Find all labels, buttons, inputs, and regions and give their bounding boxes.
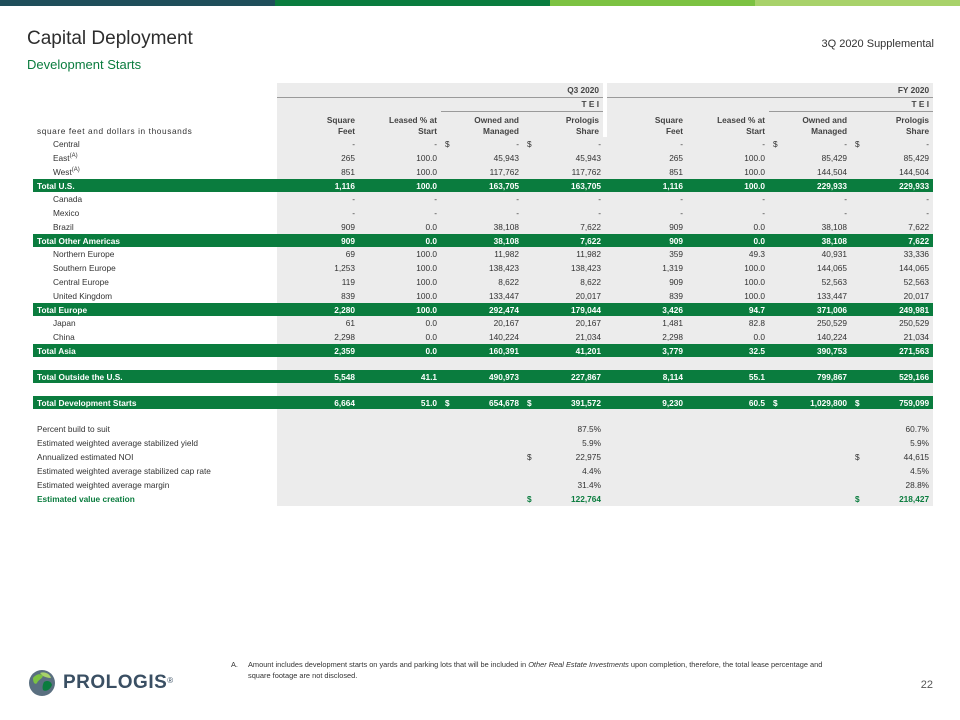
column-header-row bbox=[33, 111, 933, 137]
cell bbox=[359, 450, 441, 464]
cell bbox=[277, 422, 359, 436]
cell: 82.8 bbox=[687, 316, 769, 330]
cell bbox=[605, 450, 687, 464]
col-leased-q3: Leased % at Start bbox=[359, 111, 441, 137]
cell: 45,943 bbox=[523, 151, 605, 165]
table-row bbox=[33, 137, 933, 151]
page-title: Capital Deployment bbox=[27, 28, 193, 49]
spacer-row bbox=[33, 383, 933, 396]
cell: 0.0 bbox=[687, 330, 769, 344]
cell: 38,108 bbox=[769, 220, 851, 234]
cell: $ - bbox=[523, 137, 605, 151]
cell: $ 122,764 bbox=[523, 492, 605, 506]
cell bbox=[277, 436, 359, 450]
table-row bbox=[33, 261, 933, 275]
row-label: Total Development Starts bbox=[33, 396, 277, 409]
col-share-q3: Prologis Share bbox=[523, 111, 605, 137]
cell: 909 bbox=[277, 220, 359, 234]
prologis-globe-icon bbox=[27, 668, 57, 698]
cell: 4.5% bbox=[851, 464, 933, 478]
cell: $ 391,572 bbox=[523, 396, 605, 409]
cell: - bbox=[769, 206, 851, 220]
cell bbox=[441, 464, 523, 478]
cell: 38,108 bbox=[441, 220, 523, 234]
tei-label-fy: T E I bbox=[769, 97, 933, 111]
cell: - bbox=[687, 137, 769, 151]
unit-label: square feet and dollars in thousands bbox=[33, 111, 277, 137]
cell: 133,447 bbox=[441, 289, 523, 303]
cell: - bbox=[523, 206, 605, 220]
row-label: Central bbox=[53, 139, 80, 149]
footnote-text: Amount includes development starts on yards and parking lots that will be included in Other Real Estate Investments upon completion, therefore, the total lease percentage and square footage are not disclosed. bbox=[248, 660, 823, 680]
cell: 38,108 bbox=[769, 234, 851, 247]
cell: 40,931 bbox=[769, 247, 851, 261]
cell: $ 22,975 bbox=[523, 450, 605, 464]
cell: - bbox=[359, 206, 441, 220]
cell: 8,622 bbox=[523, 275, 605, 289]
cell: 38,108 bbox=[441, 234, 523, 247]
cell: 0.0 bbox=[687, 234, 769, 247]
cell: 55.1 bbox=[687, 370, 769, 383]
cell: 163,705 bbox=[523, 179, 605, 192]
cell: - bbox=[277, 137, 359, 151]
cell: 490,973 bbox=[441, 370, 523, 383]
cell: - bbox=[851, 192, 933, 206]
cell: 5,548 bbox=[277, 370, 359, 383]
cell bbox=[441, 450, 523, 464]
cell: 144,504 bbox=[851, 165, 933, 179]
row-label: Estimated weighted average stabilized yield bbox=[37, 438, 198, 448]
cell: 1,253 bbox=[277, 261, 359, 275]
cell: 100.0 bbox=[359, 289, 441, 303]
cell: - bbox=[359, 192, 441, 206]
cell bbox=[441, 422, 523, 436]
cell bbox=[687, 478, 769, 492]
cell: - bbox=[523, 192, 605, 206]
cell: 7,622 bbox=[523, 220, 605, 234]
cell bbox=[687, 492, 769, 506]
cell: 909 bbox=[605, 234, 687, 247]
cell: 60.5 bbox=[687, 396, 769, 409]
row-label: Japan bbox=[53, 318, 76, 328]
table-row bbox=[33, 206, 933, 220]
cell: 909 bbox=[277, 234, 359, 247]
cell: - bbox=[605, 192, 687, 206]
period-q3: Q3 2020 bbox=[277, 83, 605, 97]
cell: $ - bbox=[441, 137, 523, 151]
cell: 100.0 bbox=[359, 179, 441, 192]
cell: 20,017 bbox=[523, 289, 605, 303]
total-row bbox=[33, 396, 933, 409]
cell: 138,423 bbox=[441, 261, 523, 275]
cell: 0.0 bbox=[359, 234, 441, 247]
development-starts-table-wrap bbox=[33, 83, 933, 506]
cell: - bbox=[851, 206, 933, 220]
cell: 117,762 bbox=[441, 165, 523, 179]
cell: - bbox=[359, 137, 441, 151]
cell bbox=[605, 478, 687, 492]
cell: 100.0 bbox=[687, 151, 769, 165]
table-row bbox=[33, 165, 933, 179]
row-label: United Kingdom bbox=[53, 291, 113, 301]
cell bbox=[359, 492, 441, 506]
cell: $ 759,099 bbox=[851, 396, 933, 409]
cell: 265 bbox=[605, 151, 687, 165]
cell: 6,664 bbox=[277, 396, 359, 409]
cell: 41,201 bbox=[523, 344, 605, 357]
cell: 271,563 bbox=[851, 344, 933, 357]
row-label: Southern Europe bbox=[53, 263, 116, 273]
cell: 7,622 bbox=[523, 234, 605, 247]
cell: $ 654,678 bbox=[441, 396, 523, 409]
cell: 0.0 bbox=[359, 330, 441, 344]
tei-label-q3: T E I bbox=[441, 97, 605, 111]
cell: 52,563 bbox=[851, 275, 933, 289]
cell: - bbox=[441, 206, 523, 220]
cell: 100.0 bbox=[359, 275, 441, 289]
cell: 21,034 bbox=[523, 330, 605, 344]
table-row bbox=[33, 289, 933, 303]
cell: 8,114 bbox=[605, 370, 687, 383]
col-owned-fy: Owned and Managed bbox=[769, 111, 851, 137]
cell: 100.0 bbox=[687, 165, 769, 179]
row-label: Total Europe bbox=[33, 303, 277, 316]
tei-header-row bbox=[33, 97, 933, 111]
cell: 1,116 bbox=[605, 179, 687, 192]
cell: 69 bbox=[277, 247, 359, 261]
cell bbox=[441, 436, 523, 450]
cell: 529,166 bbox=[851, 370, 933, 383]
cell: 227,867 bbox=[523, 370, 605, 383]
cell bbox=[687, 422, 769, 436]
cell: 144,504 bbox=[769, 165, 851, 179]
prologis-logo bbox=[27, 668, 173, 698]
logo-wordmark: PROLOGIS bbox=[63, 672, 168, 693]
cell: - bbox=[769, 192, 851, 206]
cell: 5.9% bbox=[851, 436, 933, 450]
cell: 21,034 bbox=[851, 330, 933, 344]
table-row bbox=[33, 436, 933, 450]
total-row bbox=[33, 303, 933, 316]
cell: - bbox=[605, 206, 687, 220]
spacer-row bbox=[33, 357, 933, 370]
cell: 31.4% bbox=[523, 478, 605, 492]
cell bbox=[277, 478, 359, 492]
cell: 41.1 bbox=[359, 370, 441, 383]
row-label: Northern Europe bbox=[53, 249, 115, 259]
table-row bbox=[33, 450, 933, 464]
row-label: Central Europe bbox=[53, 277, 109, 287]
cell bbox=[769, 436, 851, 450]
row-label: Estimated weighted average margin bbox=[37, 480, 170, 490]
cell: 0.0 bbox=[359, 220, 441, 234]
total-row bbox=[33, 370, 933, 383]
cell: 2,359 bbox=[277, 344, 359, 357]
table-row bbox=[33, 247, 933, 261]
cell: $ 218,427 bbox=[851, 492, 933, 506]
cell: - bbox=[605, 137, 687, 151]
cell: 163,705 bbox=[441, 179, 523, 192]
cell: 100.0 bbox=[687, 289, 769, 303]
table-row bbox=[33, 275, 933, 289]
cell: $ - bbox=[851, 137, 933, 151]
row-label: Total Asia bbox=[33, 344, 277, 357]
cell: 229,933 bbox=[769, 179, 851, 192]
cell: $ 44,615 bbox=[851, 450, 933, 464]
cell: 117,762 bbox=[523, 165, 605, 179]
cell: 909 bbox=[605, 220, 687, 234]
cell: - bbox=[687, 192, 769, 206]
cell: 265 bbox=[277, 151, 359, 165]
cell bbox=[359, 436, 441, 450]
cell: 249,981 bbox=[851, 303, 933, 316]
cell: 32.5 bbox=[687, 344, 769, 357]
cell: 100.0 bbox=[359, 247, 441, 261]
table-row bbox=[33, 192, 933, 206]
cell: 909 bbox=[605, 275, 687, 289]
cell bbox=[769, 478, 851, 492]
row-label: Percent build to suit bbox=[37, 424, 110, 434]
cell: 4.4% bbox=[523, 464, 605, 478]
table-row bbox=[33, 330, 933, 344]
cell: 371,006 bbox=[769, 303, 851, 316]
cell: 138,423 bbox=[523, 261, 605, 275]
cell: 0.0 bbox=[687, 220, 769, 234]
cell bbox=[769, 464, 851, 478]
cell: 61 bbox=[277, 316, 359, 330]
cell: 5.9% bbox=[523, 436, 605, 450]
cell bbox=[441, 478, 523, 492]
table-row bbox=[33, 220, 933, 234]
cell: 160,391 bbox=[441, 344, 523, 357]
cell: 11,982 bbox=[441, 247, 523, 261]
cell: 839 bbox=[605, 289, 687, 303]
cell: 85,429 bbox=[851, 151, 933, 165]
cell: 140,224 bbox=[769, 330, 851, 344]
cell: 119 bbox=[277, 275, 359, 289]
row-label: Mexico bbox=[53, 208, 80, 218]
cell: 851 bbox=[277, 165, 359, 179]
cell: - bbox=[277, 192, 359, 206]
cell: 51.0 bbox=[359, 396, 441, 409]
row-label: Estimated value creation bbox=[37, 494, 135, 504]
cell: 100.0 bbox=[359, 303, 441, 316]
footnote bbox=[231, 659, 841, 681]
cell: 140,224 bbox=[441, 330, 523, 344]
cell bbox=[769, 422, 851, 436]
cell: 1,319 bbox=[605, 261, 687, 275]
col-leased-fy: Leased % at Start bbox=[687, 111, 769, 137]
cell bbox=[277, 492, 359, 506]
cell: 20,167 bbox=[441, 316, 523, 330]
col-owned-q3: Owned and Managed bbox=[441, 111, 523, 137]
row-label: Total Outside the U.S. bbox=[33, 370, 277, 383]
cell bbox=[687, 464, 769, 478]
period-fy: FY 2020 bbox=[605, 83, 933, 97]
cell: 8,622 bbox=[441, 275, 523, 289]
cell bbox=[687, 436, 769, 450]
cell: 100.0 bbox=[359, 165, 441, 179]
top-color-bar bbox=[0, 0, 960, 6]
row-label: Brazil bbox=[53, 222, 74, 232]
cell: 1,481 bbox=[605, 316, 687, 330]
cell: 250,529 bbox=[769, 316, 851, 330]
row-label: Canada bbox=[53, 194, 83, 204]
cell: 100.0 bbox=[359, 151, 441, 165]
cell: - bbox=[277, 206, 359, 220]
total-row bbox=[33, 344, 933, 357]
total-row bbox=[33, 179, 933, 192]
cell bbox=[359, 422, 441, 436]
cell: 0.0 bbox=[359, 316, 441, 330]
col-share-fy: Prologis Share bbox=[851, 111, 933, 137]
cell: 2,298 bbox=[277, 330, 359, 344]
cell bbox=[605, 436, 687, 450]
cell: 87.5% bbox=[523, 422, 605, 436]
row-label: West$^{(A)}$ bbox=[53, 167, 80, 177]
spacer-row bbox=[33, 409, 933, 422]
table-row bbox=[33, 316, 933, 330]
cell: 49.3 bbox=[687, 247, 769, 261]
cell: 100.0 bbox=[359, 261, 441, 275]
cell: - bbox=[687, 206, 769, 220]
cell: 851 bbox=[605, 165, 687, 179]
cell: 179,044 bbox=[523, 303, 605, 316]
row-label: China bbox=[53, 332, 75, 342]
cell bbox=[605, 422, 687, 436]
cell bbox=[441, 492, 523, 506]
logo-registered: ® bbox=[167, 676, 174, 685]
row-label: Total Other Americas bbox=[33, 234, 277, 247]
cell bbox=[277, 464, 359, 478]
cell: 100.0 bbox=[687, 261, 769, 275]
total-row bbox=[33, 234, 933, 247]
cell: 7,622 bbox=[851, 234, 933, 247]
cell: 3,426 bbox=[605, 303, 687, 316]
cell: 144,065 bbox=[769, 261, 851, 275]
period-header-row bbox=[33, 83, 933, 97]
cell: 20,167 bbox=[523, 316, 605, 330]
cell: 390,753 bbox=[769, 344, 851, 357]
cell: 839 bbox=[277, 289, 359, 303]
cell bbox=[359, 464, 441, 478]
page-subtitle: Development Starts bbox=[27, 57, 142, 72]
cell: - bbox=[441, 192, 523, 206]
cell bbox=[359, 478, 441, 492]
cell: 85,429 bbox=[769, 151, 851, 165]
cell: 11,982 bbox=[523, 247, 605, 261]
cell: 250,529 bbox=[851, 316, 933, 330]
development-starts-table bbox=[33, 83, 933, 506]
cell: 20,017 bbox=[851, 289, 933, 303]
cell: $ - bbox=[769, 137, 851, 151]
cell bbox=[769, 492, 851, 506]
cell: 100.0 bbox=[687, 179, 769, 192]
cell: 2,298 bbox=[605, 330, 687, 344]
cell: 28.8% bbox=[851, 478, 933, 492]
cell: 229,933 bbox=[851, 179, 933, 192]
cell: 133,447 bbox=[769, 289, 851, 303]
page-number: 22 bbox=[920, 679, 933, 691]
cell bbox=[605, 492, 687, 506]
row-label: Estimated weighted average stabilized cap rate bbox=[37, 466, 211, 476]
cell: 33,336 bbox=[851, 247, 933, 261]
cell: 7,622 bbox=[851, 220, 933, 234]
footnote-letter: A. bbox=[231, 660, 238, 669]
cell: 144,065 bbox=[851, 261, 933, 275]
table-row bbox=[33, 478, 933, 492]
cell: 1,116 bbox=[277, 179, 359, 192]
table-row bbox=[33, 492, 933, 506]
cell: 45,943 bbox=[441, 151, 523, 165]
row-label: Total U.S. bbox=[33, 179, 277, 192]
cell: 799,867 bbox=[769, 370, 851, 383]
cell bbox=[687, 450, 769, 464]
col-square-feet-fy: Square Feet bbox=[605, 111, 687, 137]
table-row bbox=[33, 464, 933, 478]
cell: 359 bbox=[605, 247, 687, 261]
cell: 292,474 bbox=[441, 303, 523, 316]
cell: 2,280 bbox=[277, 303, 359, 316]
supplemental-label: 3Q 2020 Supplemental bbox=[821, 38, 934, 50]
cell: 0.0 bbox=[359, 344, 441, 357]
cell: 60.7% bbox=[851, 422, 933, 436]
cell: 9,230 bbox=[605, 396, 687, 409]
cell: 100.0 bbox=[687, 275, 769, 289]
row-label: Annualized estimated NOI bbox=[37, 452, 134, 462]
cell: $ 1,029,800 bbox=[769, 396, 851, 409]
cell bbox=[277, 450, 359, 464]
cell: 3,779 bbox=[605, 344, 687, 357]
cell: 52,563 bbox=[769, 275, 851, 289]
table-row bbox=[33, 151, 933, 165]
cell: 94.7 bbox=[687, 303, 769, 316]
table-row bbox=[33, 422, 933, 436]
cell bbox=[605, 464, 687, 478]
cell bbox=[769, 450, 851, 464]
row-label: East$^{(A)}$ bbox=[53, 153, 78, 163]
col-square-feet-q3: Square Feet bbox=[277, 111, 359, 137]
